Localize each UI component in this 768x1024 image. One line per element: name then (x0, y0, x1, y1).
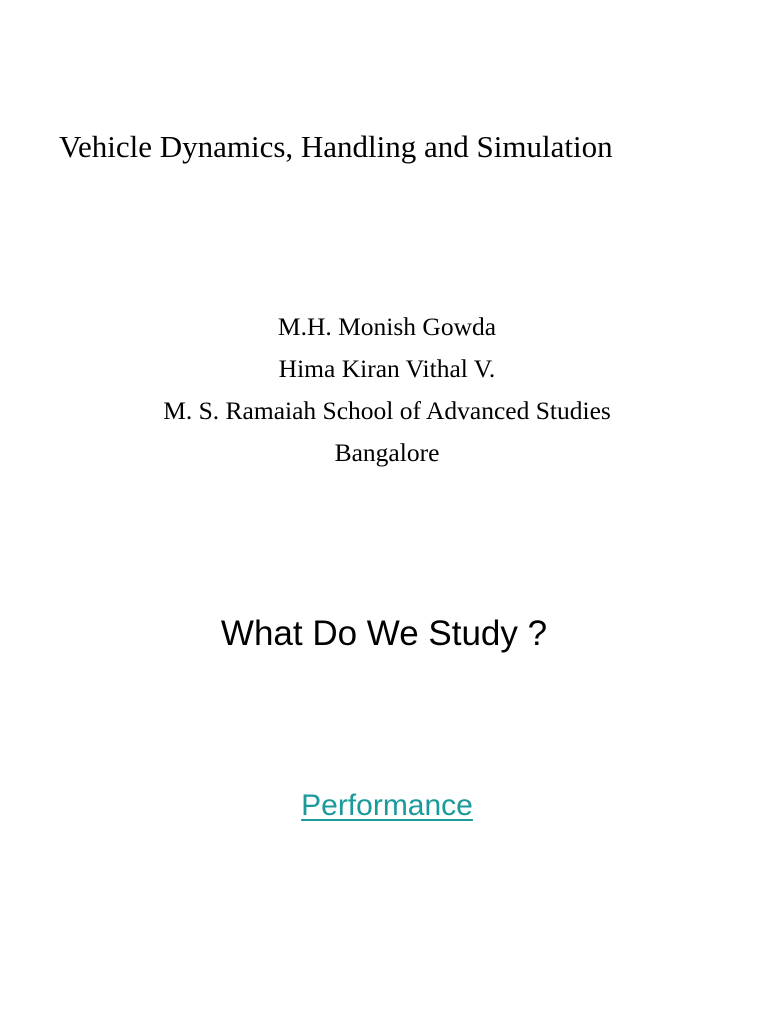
author-name: Hima Kiran Vithal V. (278, 354, 496, 383)
author-affiliation: M. S. Ramaiah School of Advanced Studies (163, 396, 611, 425)
author-name: M.H. Monish Gowda (277, 312, 497, 341)
link-container (0, 784, 768, 828)
author-block (0, 306, 768, 474)
section-heading: What Do We Study ? (220, 614, 548, 653)
performance-link[interactable]: Performance (301, 789, 473, 822)
document-title: Vehicle Dynamics, Handling and Simulation (59, 129, 613, 164)
author-location: Bangalore (334, 438, 440, 467)
